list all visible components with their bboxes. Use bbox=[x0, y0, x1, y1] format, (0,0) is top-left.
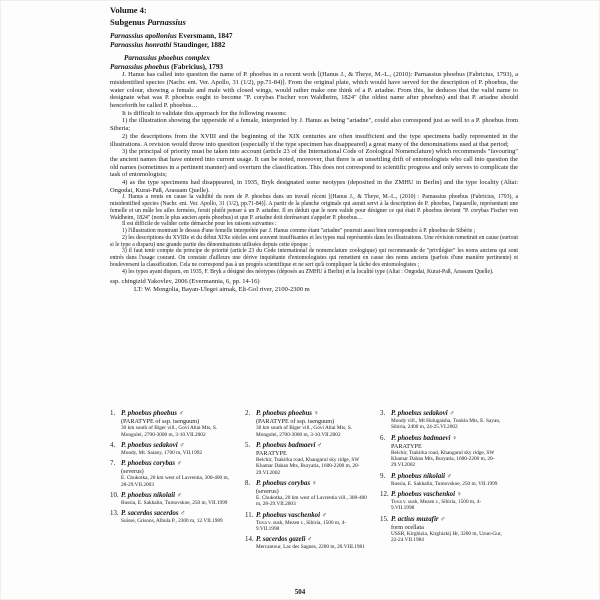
paragraph-fr: J. Hanus a remis en cause la validité du nom de P. phoebus dans un travail récent [(Hanus J., & Theye, M.-L., (2010) : Parnassius phoebus (Fabricius, 1793), a misidentified species (Nachr. ent. Ver. Apollo, 31 (1/2), pp.71-84)]. A partir de la planche originale qui aurait servi à la description de P. phoebus, l'aquarelle, représentant une femelle et un mâle les ailes fermées, ferait plutôt penser à un P. ariadne. Il en déduit que le nom valide pour désigner ce qui était P. phoebus devient "P. corybas Fischer von Waldheim, 1824" (nom le plus ancien après phoebus) et que P. ariadne doit dorénavant s'appeler P. phoebus… bbox=[110, 194, 518, 221]
specimen-entry: 9. P. phoebus nikolaii ♂ Russia, E. Sakhalin, Tumovskoe, 250 m, VII.1999 bbox=[380, 472, 498, 487]
volume-heading: Volume 4: bbox=[110, 5, 147, 15]
specimen-entry: 10. P. phoebus nikolaii ♂ Russia, E. Sakhalin, Tumovskoe, 250 m, VII.1999 bbox=[110, 491, 228, 506]
specimen-entry: 13. P. sacerdos sacerdos ♂ Suisse, Grisons, Albula P., 2300 m, 12.VII.1989 bbox=[110, 510, 223, 525]
paragraph-en: J. Hanus has called into question the name of P. phoebus in a recent work [(Hanus J., & Theye, M.-L., (2010): Parnassius phoebus (Fabricius, 1793), a misidentified species (Nachr. ent. Ver. Apollo, 31 (1/2), pp.71-84)]. From the original plate, which would have served for the description of P. phoebus, the water colour, showing a female and male with closed wings, would rather make one think of a P. ariadne. From this, he deduces that the valid name to designate what was P. phoebus ought to become "P. corybas Fischer von Waldheim, 1824" (the oldest name after phoebus) and that P. ariadne should henceforth be called P. phoebus… bbox=[110, 71, 518, 109]
species-line: Parnassius honrathi Staudinger, 1882 bbox=[110, 39, 226, 49]
subgenus-label: Subgenus bbox=[110, 17, 145, 27]
paragraph-fr: 1) l'illustration montrant le dessus d'une femelle interprétée par J. Hanus comme étant "ariadne" pourrait aussi bien correspondre à P. phoebus de Sibérie ; bbox=[122, 228, 476, 235]
paragraph-en: It is difficult to validate this approach for the following reasons: bbox=[122, 109, 287, 117]
legend-column bbox=[245, 410, 367, 555]
specimen-entry: 2. P. phoebus phoebus ♀ (PARATYPE of ssp. tsenguum) 30 km south of Biger vill., Govi Altai Mts, S. Mongolei, 2700-3000 m, 3-10.VII.2002 bbox=[245, 410, 353, 438]
specimen-entry: 12. P. phoebus vaschenkoi ♀ Tuva v. sush, Mezen r., Sibiria, 1500 m, 4-9.VII.1998 bbox=[380, 490, 482, 512]
subgenus-heading bbox=[110, 17, 518, 27]
complex-heading: Parnassius phoebus complex bbox=[124, 54, 210, 63]
legend-column bbox=[110, 410, 232, 528]
specimen-entry: 3. P. phoebus sedakovi ♂ Mondy vill., Mt Hulugaisha, Tunkin Mts, E. Sayan, Sibiria, 2400 m, 24-25.VI.2002 bbox=[380, 410, 501, 431]
main-text bbox=[110, 5, 518, 294]
paragraph-fr: 3) il faut tenir compte du principe de priorité (article 23 du Code international de nomenclature zoologique) qui recommande de "privilégier" les noms anciens qui sont entrés dans l'usage courant. On constate d'ailleurs une dérive inquiétante d'entomologistes qui remettent en cause des noms anciens (parfois d'une manière pertinente) et bouleversent la classification. Cela ne correspond pas à un progrès scientifique et ne sert qu'à compliquer la tâche des entomologistes ; bbox=[110, 248, 518, 268]
specimen-entry: 11. P. phoebus vaschenkoi ♂ Tuva v. sush, Mezen r., Sibiria, 1500 m, 4-9.VII.1998 bbox=[245, 511, 347, 532]
legend-column bbox=[380, 410, 502, 547]
specimen-entry: 1. P. phoebus phoebus ♂ (PARATYPE of ssp. tsenguum) 30 km south of Biger vill., Govi Altai Mts, S. Mongolei, 2700-3000 m, 3-10.VII.2002 bbox=[110, 410, 218, 438]
specimen-entry: 15. P. actius muzafir ♂ form ocellata USSR, Kirghizia, Kirghizkij Hr, 3200 m, Uzun-Gur, 22-24.VII.1984 bbox=[380, 515, 502, 544]
specimen-entry: 5. P. phoebus badmaevi ♂ PARATYPE Belchir, Tsakirka road, Khangarul sky ridge, SW Khamar Daban Mts, Buryatia, 1600-2200 m, 20-29.VI.2002 bbox=[245, 441, 360, 476]
subgenus-name: Parnassius bbox=[147, 17, 186, 27]
paragraph-en: 3) the principal of priority must be taken into account (article 23 of the International Code of Zoological Nomenclature) which recommends "favouring" the ancient names that have entered into current usage. It can be noted, moreover, that there is an unsettling drift of entomologists who call into question the old names (sometimes in a pertinent manner) and overturn the classification. This does not correspond to scientific progress and only serves to complicate the task of entomologists; bbox=[110, 148, 518, 179]
subspecies-line: ssp. chingizid Yakovlev, 2006 (Evermannia, 6, pp. 14-16) bbox=[110, 278, 260, 286]
specimen-entry: 6. P. phoebus badmaevi ♀ PARATYPE Belchir, Tsakirka road, Khangarul sky ridge, SW Khamar Daban Mts, Buryatia, 1600-2200 m, 20-29.VI.2002 bbox=[380, 434, 495, 469]
paragraph-fr: Il est difficile de valider cette démarche pour les raisons suivantes : bbox=[122, 221, 277, 228]
paragraph-fr: 4) les types ayant disparu, en 1935, F. Bryk a désigné des néotypes (déposés au ZMHU à Berlin) et la localité type (Altai : Ongodai, Kurai-Paß, Arassam Quelle). bbox=[122, 268, 494, 275]
paragraph-fr: 2) les descriptions du XVIIIe et du début XIXe siècles sont souvent insuffisantes et les types mal représentés dans les illustrations. Une révision remettrait en cause (surtout si le type a disparu) une grande partie des dénominations utilisées depuis cette époque ; bbox=[110, 234, 518, 248]
complex-species: Parnassius phoebus (Fabricius), 1793 bbox=[110, 62, 224, 71]
page-number: 504 bbox=[294, 588, 306, 596]
specimen-entry: 14. P. sacerdos gazeli ♂ Mercantour, Lac des Sagnes, 2200 m, 20.VIII.1981 bbox=[245, 536, 365, 551]
paragraph-en: 1) the illustration showing the upperside of a female, interpreted by J. Hanus as being "ariadne", could also correspond just as well to a P. phoebus from Siberia; bbox=[110, 117, 518, 133]
specimen-entry: 4. P. phoebus sedakovi ♂ Mondy, Mt. Saiany, 1700 m, VII.1992 bbox=[110, 441, 203, 456]
paragraph-en: 4) as the type specimens had disappeared, in 1935, Bryk designated some neotypes (deposited in the ZMHU in Berlin) and the type locality (Altai: Ongodai, Kurai-Paß, Arassam Quelle). bbox=[110, 179, 518, 194]
type-locality: LT: W. Mongolia, Bayan-Ulegei aimak, Elt-Gol river, 2100-2300 m bbox=[134, 286, 310, 294]
species-line: Parnassius apollonius Eversmann, 1847 bbox=[110, 31, 233, 40]
specimen-entry: 8. P. phoebus corybas ♀ (severus) E. Chukotka, 20 km west of Lavrentia vill., 300-400 m, 28-29.VII.2003 bbox=[245, 479, 367, 508]
paragraph-en: 2) the descriptions from the XVIII and the beginning of the XIX centuries are often insufficient and the type specimens badly represented in the illustrations. A revision would throw into question (especially if the type specimen has disappeared) a great many of the denominations used at that period; bbox=[110, 132, 518, 148]
specimen-entry: 7. P. phoebus corybas ♂ (severus) E. Chukotka, 20 km west of Lavrentia, 300-400 m, 28-29.VII.2003 bbox=[110, 460, 229, 488]
